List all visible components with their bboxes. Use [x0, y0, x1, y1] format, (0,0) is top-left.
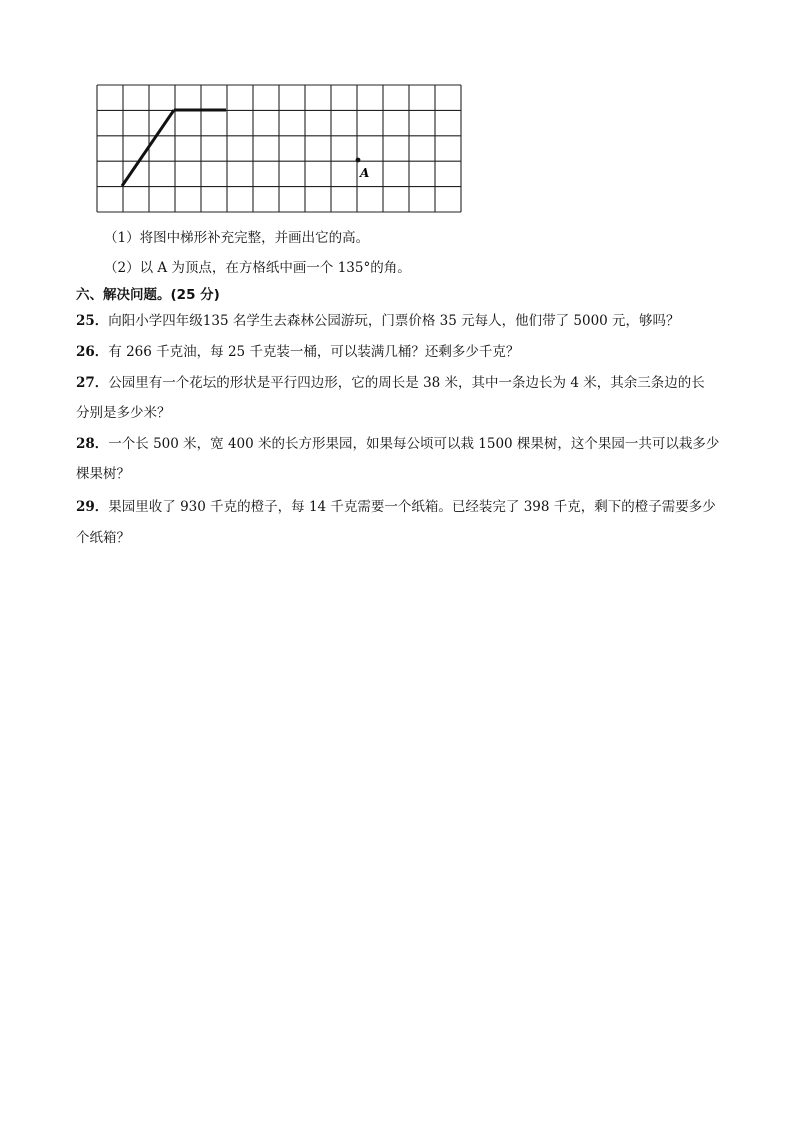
- section-title: 六、解决问题。(25 分): [76, 287, 220, 303]
- grid-figure: [96, 84, 462, 213]
- question-number: 28．: [76, 436, 109, 452]
- question-26: [76, 342, 519, 362]
- question-text: 果园里收了 930 千克的橙子，每 14 千克需要一个纸箱。已经装完了 398 千克，剩下的橙子需要多少: [108, 499, 716, 515]
- question-27-continued: 分别是多少米？: [76, 405, 171, 421]
- question-28-continued: 棵果树？: [76, 466, 130, 482]
- part-1: （1）将图中梯形补充完整，并画出它的高。: [104, 230, 370, 246]
- question-25: [76, 311, 680, 331]
- question-text: 有 266 千克油，每 25 千克装一桶，可以装满几桶？还剩多少千克？: [108, 344, 520, 360]
- question-28: [76, 434, 719, 454]
- part-2: （2）以 A 为顶点，在方格纸中画一个 135°的角。: [104, 260, 411, 276]
- question-text: 向阳小学四年级135 名学生去森林公园游玩，门票价格 35 元每人，他们带了 5000 元，够吗？: [108, 313, 680, 329]
- question-text: 公园里有一个花坛的形状是平行四边形，它的周长是 38 米，其中一条边长为 4 米，其余三条边的长: [108, 375, 705, 391]
- point-a-dot: [356, 158, 361, 163]
- question-29: [76, 497, 716, 517]
- question-number: 29．: [76, 499, 109, 515]
- question-number: 25．: [76, 313, 109, 329]
- question-number: 27．: [76, 375, 109, 391]
- trapezoid-slanted-side: [122, 110, 174, 186]
- question-27: [76, 373, 705, 393]
- point-a-label: A: [360, 166, 370, 180]
- question-text: 一个长 500 米，宽 400 米的长方形果园，如果每公顷可以栽 1500 棵果树，这个果园一共可以栽多少: [108, 436, 720, 452]
- grid-paper: [96, 84, 462, 213]
- question-number: 26．: [76, 344, 109, 360]
- question-29-continued: 个纸箱？: [76, 530, 130, 546]
